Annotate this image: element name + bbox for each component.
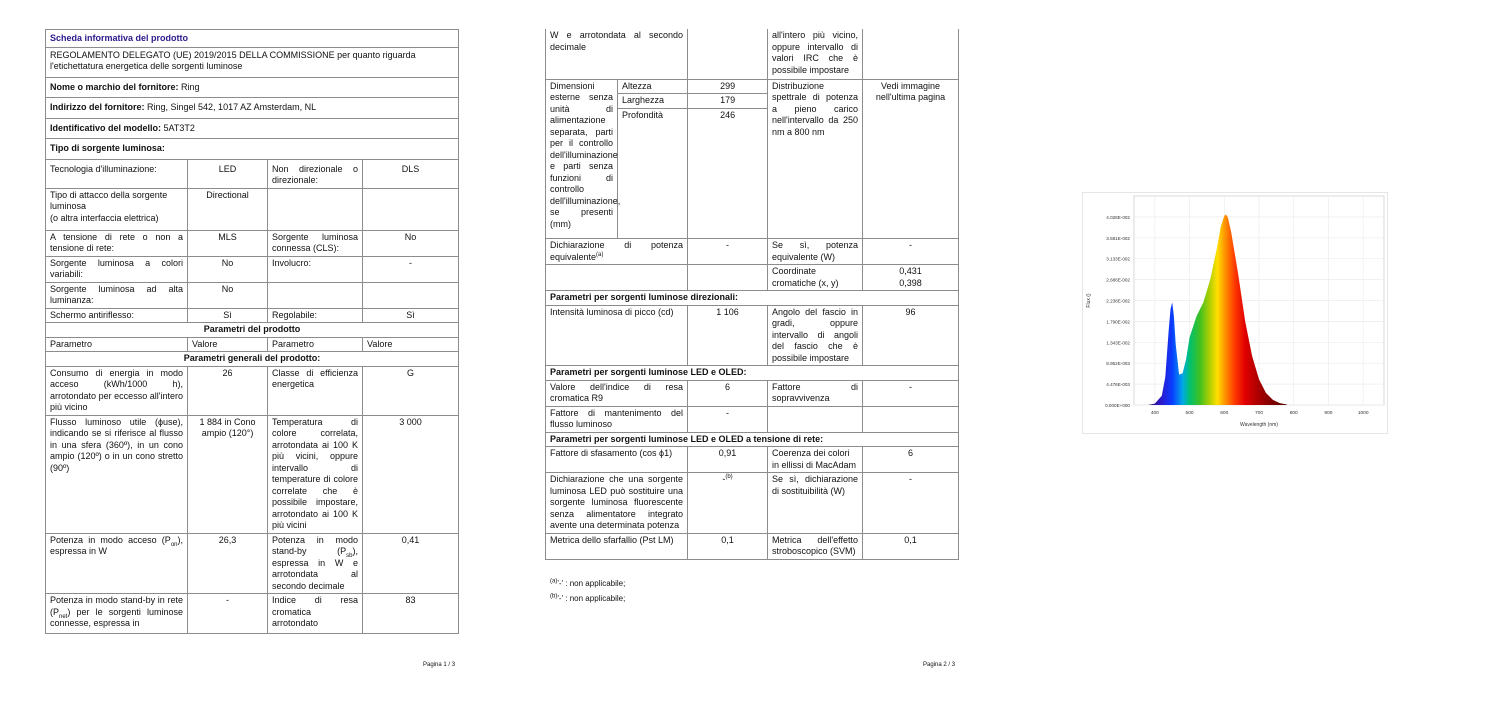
y-tick-label: 0.000E+000: [1105, 403, 1130, 408]
y-tick-label: 1.343E-002: [1106, 340, 1130, 346]
table-row: [46, 256, 459, 282]
product-info-table-page-2: [545, 29, 959, 560]
param-cell: Valore dell'indice di resa cromatica R9: [546, 380, 688, 406]
power-on-label-end: ), espressa in W: [50, 534, 183, 556]
param-cell: Schermo antiriflesso:: [46, 308, 188, 323]
footnote-a: [550, 579, 625, 589]
param-cell: Tecnologia d'illuminazione:: [46, 159, 188, 188]
value-cell: [863, 265, 959, 291]
column-header-param: Parametro: [46, 337, 188, 352]
led-params-heading: Parametri per sorgenti luminose LED e OLED:: [546, 366, 959, 381]
x-tick-label: 1000: [1357, 411, 1369, 416]
dimension-value: 299: [688, 80, 767, 94]
model-identifier: 5AT3T2: [163, 122, 195, 133]
param-cell: Sorgente luminosa connessa (CLS):: [268, 230, 363, 256]
dimension-name: Larghezza: [618, 94, 688, 109]
value-cell: Sì: [363, 308, 459, 323]
footnote-b: [550, 594, 625, 604]
footnote-b-sup: (b): [550, 593, 558, 600]
model-row: [46, 118, 459, 139]
footnote-b-text: '-' : non applicabile;: [557, 594, 626, 603]
supplier-address-row: [46, 98, 459, 119]
param-cell: Temperatura di colore correlata, arrotondata ai 100 K più vicini, oppure intervallo di temperature di colore correlate che è possibile impostare, arrotondato ai 100 K più vicini: [268, 415, 363, 533]
replace-value: -: [722, 474, 726, 484]
standby-sub: sb: [346, 552, 353, 559]
table-row: [546, 447, 959, 473]
value-cell: 96: [863, 305, 959, 366]
table-row: [46, 282, 459, 308]
value-cell: 6: [863, 447, 959, 473]
param-cell: Involucro:: [268, 256, 363, 282]
value-cell: 0,1: [863, 533, 959, 559]
standby-label-end: ), espressa in W e arrotondata al secondo decimale: [272, 546, 358, 591]
value-cell: 83: [363, 594, 459, 634]
regulation-text: REGOLAMENTO DELEGATO (UE) 2019/2015 DELLA COMMISSIONE per quanto riguarda l'etichettatura energetica delle sorgenti luminose: [46, 47, 459, 77]
model-label: Identificativo del modello:: [50, 122, 162, 133]
param-cell: Non direzionale o direzionale:: [268, 159, 363, 188]
equiv-label: Dichiarazione di potenza equivalente: [550, 240, 683, 262]
value-cell: 0,41: [363, 533, 459, 594]
power-on-sub: on: [170, 541, 178, 548]
value-cell: [688, 265, 768, 291]
supplier-name-label: Nome o marchio del fornitore:: [50, 81, 179, 92]
chroma-y: 0,398: [899, 277, 922, 288]
table-row: [46, 415, 459, 533]
value-cell: G: [363, 366, 459, 415]
table-row: [46, 230, 459, 256]
table-row: [46, 159, 459, 188]
column-header-param: Parametro: [268, 337, 363, 352]
supplier-address-label: Indirizzo del fornitore:: [50, 102, 145, 112]
supplier-address: Ring, Singel 542, 1017 AZ Amsterdam, NL: [147, 102, 317, 112]
value-cell: Directional: [188, 188, 268, 230]
param-cell: Distribuzione spettrale di potenza a pieno carico nell'intervallo da 250 nm a 800 nm: [768, 79, 863, 239]
param-cell: [546, 265, 688, 291]
param-cell: Dichiarazione che una sorgente luminosa LED può sostituire una sorgente luminosa fluorescente senza alimentatore integrato avente una determinata potenza: [546, 473, 688, 534]
product-params-heading: Parametri del prodotto: [46, 323, 459, 338]
table-row: [546, 265, 959, 291]
param-cell: Se sì, potenza equivalente (W): [768, 239, 863, 265]
equiv-sup: (a): [596, 251, 604, 258]
product-info-table-page-1: [45, 29, 459, 634]
param-cell: Sorgente luminosa ad alta luminanza:: [46, 282, 188, 308]
param-cell: Coerenza dei colori in ellissi di MacAdam: [768, 447, 863, 473]
param-cell: Regolabile:: [268, 308, 363, 323]
param-cell: Indice di resa cromatica arrotondato: [268, 594, 363, 634]
x-tick-label: 600: [1220, 411, 1229, 416]
net-standby-label: Potenza in modo stand-by in rete (P: [50, 595, 183, 617]
table-row: [546, 305, 959, 366]
table-row: [546, 29, 959, 79]
column-header-row: [46, 337, 459, 352]
x-axis-label: Wavelength (nm): [1240, 422, 1278, 428]
supplier-name-row: [46, 77, 459, 98]
value-cell: -: [363, 256, 459, 282]
value-cell: 26: [188, 366, 268, 415]
table-row: [46, 188, 459, 230]
table-row: [546, 239, 959, 265]
value-cell: 1 106: [688, 305, 768, 366]
general-params-heading: Parametri generali del prodotto:: [46, 352, 459, 367]
param-cell: [46, 533, 188, 594]
value-cell: 3 000: [363, 415, 459, 533]
y-tick-label: 3.133E-002: [1106, 256, 1130, 262]
param-cell: Fattore di sopravvivenza: [768, 380, 863, 406]
param-cell: Coordinate cromatiche (x, y): [768, 265, 863, 291]
param-cell: Metrica dell'effetto stroboscopico (SVM): [768, 533, 863, 559]
page-number: Pagina 2 / 3: [923, 662, 956, 668]
value-cell: No: [188, 282, 268, 308]
footnote-a-sup: (a): [550, 578, 558, 585]
param-cell: Sorgente luminosa a colori variabili:: [46, 256, 188, 282]
mains-params-heading: Parametri per sorgenti luminose LED e OLED a tensione di rete:: [546, 432, 959, 447]
value-cell: No: [188, 256, 268, 282]
value-cell: [688, 473, 768, 534]
dimension-value: 179: [688, 94, 767, 109]
chroma-x: 0,431: [899, 266, 922, 276]
directional-params-heading: Parametri per sorgenti luminose direzionali:: [546, 291, 959, 306]
light-source-type-heading: Tipo di sorgente luminosa:: [46, 139, 459, 160]
param-cell: A tensione di rete o non a tensione di rete:: [46, 230, 188, 256]
value-cell: Sì: [188, 308, 268, 323]
table-row: [546, 533, 959, 559]
y-axis-label: Flux (): [1086, 293, 1092, 308]
value-cell: LED: [188, 159, 268, 188]
table-row: [46, 594, 459, 634]
value-cell: Vedi immagine nell'ultima pagina: [863, 79, 959, 239]
value-cell: -: [688, 239, 768, 265]
value-cell: [363, 282, 459, 308]
value-cell: -: [188, 594, 268, 634]
dimension-name: Altezza: [618, 80, 688, 94]
x-tick-label: 500: [1185, 411, 1194, 416]
value-cell: 0,1: [688, 533, 768, 559]
param-cell: Tipo di attacco della sorgente luminosa (o altra interfaccia elettrica): [46, 188, 188, 230]
table-row: [46, 533, 459, 594]
power-on-label: Potenza in modo acceso (P: [50, 534, 171, 545]
value-cell: -: [863, 380, 959, 406]
param-cell: Consumo di energia in modo acceso (kWh/1000 h), arrotondato per eccesso all'intero più vicino: [46, 366, 188, 415]
supplier-name: Ring: [181, 81, 200, 92]
value-cell: 6: [688, 380, 768, 406]
value-cell: [688, 29, 768, 79]
param-cell: all'intero più vicino, oppure intervallo di valori IRC che è possibile impostare: [768, 29, 863, 79]
y-tick-label: 3.581E-002: [1106, 235, 1130, 241]
table-row: [546, 380, 959, 406]
value-cell: -: [863, 239, 959, 265]
x-tick-label: 400: [1150, 411, 1159, 416]
standby-label: Potenza in modo stand-by (P: [272, 534, 358, 556]
net-standby-sub: net: [59, 613, 68, 620]
param-cell: [268, 533, 363, 594]
param-cell: [768, 406, 863, 432]
x-tick-label: 700: [1254, 411, 1264, 416]
y-tick-label: 1.790E-002: [1106, 319, 1130, 325]
table-row: [546, 406, 959, 432]
dimension-value: 246: [688, 108, 767, 238]
table-row: [546, 473, 959, 534]
y-tick-label: 4.028E-002: [1106, 214, 1130, 220]
dimensions-label: Dimensioni esterne senza unità di alimentazione separata, parti per il controllo dell'illuminazione e parti senza funzioni di controllo dell'illuminazione, se presenti (mm): [546, 79, 618, 239]
dimensions-values: [618, 79, 768, 239]
x-tick-label: 800: [1289, 411, 1298, 416]
table-row: [46, 308, 459, 323]
document-title: Scheda informativa del prodotto: [46, 30, 459, 48]
value-cell: 1 884 in Cono ampio (120°): [188, 415, 268, 533]
param-cell: [268, 188, 363, 230]
value-cell: [863, 29, 959, 79]
net-standby-label-end: ) per le sorgenti luminose connesse, espressa in: [50, 606, 183, 628]
datasheet-page-1: [45, 29, 458, 634]
value-cell: MLS: [188, 230, 268, 256]
datasheet-page-2: [545, 29, 958, 560]
value-cell: 26,3: [188, 533, 268, 594]
param-cell: Se sì, dichiarazione di sostituibilità (W): [768, 473, 863, 534]
page-number: Pagina 1 / 3: [423, 662, 456, 668]
replace-sup: (b): [725, 474, 733, 480]
value-cell: No: [363, 230, 459, 256]
param-cell: Fattore di mantenimento del flusso luminoso: [546, 406, 688, 432]
param-cell: Flusso luminoso utile (ϕuse), indicando se si riferisce al flusso in una sfera (360º), in un cono ampio (120º) o in un cono stretto (90º): [46, 415, 188, 533]
param-cell: Classe di efficienza energetica: [268, 366, 363, 415]
dimensions-subtable: [618, 80, 767, 239]
footnote-a-text: '-' : non applicabile;: [557, 579, 626, 588]
x-tick-label: 900: [1324, 411, 1333, 416]
y-tick-label: 4.476E-003: [1106, 382, 1130, 388]
value-cell: -: [688, 406, 768, 432]
value-cell: [363, 188, 459, 230]
param-cell: [546, 239, 688, 265]
value-cell: DLS: [363, 159, 459, 188]
param-cell: Metrica dello sfarfallio (Pst LM): [546, 533, 688, 559]
dimension-name: Profondità: [618, 108, 688, 238]
param-cell: Intensità luminosa di picco (cd): [546, 305, 688, 366]
value-cell: -: [863, 473, 959, 534]
spectral-chart-svg: [1082, 192, 1388, 434]
y-tick-label: 2.686E-002: [1106, 277, 1130, 283]
param-cell: W e arrotondata al secondo decimale: [546, 29, 688, 79]
table-row: [46, 366, 459, 415]
value-cell: [863, 406, 959, 432]
spectral-distribution-chart: [1082, 192, 1388, 434]
param-cell: Fattore di sfasamento (cos ϕ1): [546, 447, 688, 473]
param-cell: Angolo del fascio in gradi, oppure intervallo di angoli del fascio che è possibile impostare: [768, 305, 863, 366]
y-tick-label: 8.952E-003: [1106, 361, 1130, 367]
column-header-value: Valore: [363, 337, 459, 352]
param-cell: [46, 594, 188, 634]
param-cell: [268, 282, 363, 308]
column-header-value: Valore: [188, 337, 268, 352]
value-cell: 0,91: [688, 447, 768, 473]
dimensions-row: [546, 79, 959, 239]
y-tick-label: 2.238E-002: [1106, 298, 1130, 304]
